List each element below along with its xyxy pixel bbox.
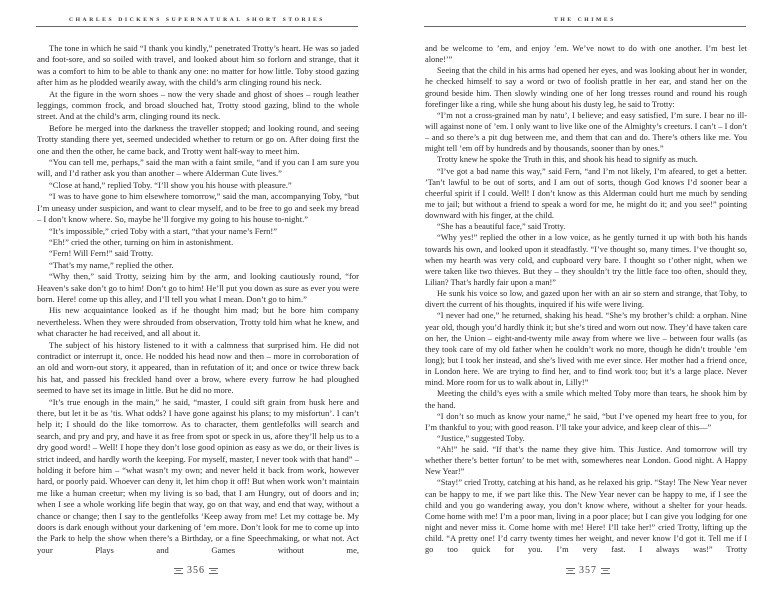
body-text-left xyxy=(37,43,359,556)
paragraph: “I’ve got a bad name this way,” said Fern, “and I’m not likely, I’m afeared, to get a better. ’Tan’t lawful to be out of sorts, and I am out of sorts, though God knows I’d sooner bear a cheerful spirit if I could. Well! I don’t know as this Alderman could hurt me much by sending me to jail; but without a friend to speak a word for me, he might do it; and you see!” pointing downward with his finger, at the child. xyxy=(425,166,747,221)
paragraph: “It’s true enough in the main,” he said, “master, I could sift grain from husk here and there, but let it be as ’tis. What odds? I have gone against his plans; to my misfortun’. I can’t help it; I should do the like tomorrow. As to character, them gentlefolks will search and search, and pry and pry, and have it as free from spot or speck in us, afore they’ll help us to a dry good word! – Well! I hope they don’t lose good opinion as easy as we do, or their lives is strict indeed, and hardly worth the keeping. For myself, master, I never took with that hand” – holding it before him – “what wasn’t my own; and never held it back from work, however hard, or poorly paid. Whoever can deny it, let him chop it off! But when work won’t maintain me like a human creetur; when my living is so bad, that I am Hungry, out of doors and in; when I see a whole working life begin that way, go on that way, and end that way, without a chance or change; then I say to the gentlefolks ‘Keep away from me! Let my cottage be. My doors is dark enough without your darkening of ’em more. Don’t look for me to come up into the Park to help the show when there’s a Birthday, or a fine Speechmaking, or what not. Act your Plays and Games without me, xyxy=(37,396,359,555)
page-number-left xyxy=(0,565,392,576)
paragraph: His new acquaintance looked as if he thought him mad; but he bore him company nevertheless. When they were shrouded from observation, Trotty told him what he knew, and what character he had received, and all about it. xyxy=(37,305,359,339)
paragraph: The tone in which he said “I thank you kindly,” penetrated Trotty’s heart. He was so jaded and foot-sore, and so soiled with travel, and looked about him so forlorn and strange, that it was a comfort to him to be able to thank any one: no matter for how little. Toby stood gazing after him as he plodded wearily away, with the child’s arm clinging round his neck. xyxy=(37,43,359,88)
paragraph: “Ah!” he said. “If that’s the name they give him. This Justice. And tomorrow will try whether there’s better fortun’ to be met with, somewheres near London. Good night. A Happy New Year!” xyxy=(425,445,747,477)
body-text-right xyxy=(425,43,747,555)
paragraph: “Eh!” cried the other, turning on him in astonishment. xyxy=(49,236,234,247)
paragraph: “I was to have gone to him elsewhere tomorrow,” said the man, accompanying Toby, “but I’m uneasy under suspicion, and want to clear myself, and to be free to go and seek my bread – I don’t know where. So, maybe he’ll forgive my going to his house to-night.” xyxy=(37,191,359,225)
header-rule-left xyxy=(36,26,358,27)
running-head-left: CHARLES DICKENS SUPERNATURAL SHORT STORIES xyxy=(68,17,326,23)
paragraph: The subject of his history listened to it with a calmness that surprised him. He did not contradict or interrupt it, once. He nodded his head now and then – more in corroboration of an old and worn-out story, it appeared, than in refutation of it; and once or twice threw back his hat, and passed his freckled hand over a brow, where every furrow he had ploughed seemed to have set its image in little. But he did no more. xyxy=(37,339,359,396)
ornament-icon xyxy=(566,568,575,574)
paragraph: and be welcome to ’em, and enjoy ’em. We’ve nowt to do with one another. I’m best let alone!’” xyxy=(425,44,747,65)
page-number: 356 xyxy=(187,565,205,576)
paragraph: Meeting the child’s eyes with a smile which melted Toby more than tears, he shook him by the hand. xyxy=(425,389,747,410)
ornament-icon xyxy=(601,568,610,574)
paragraph: “Close at hand,” replied Toby. “I’ll show you his house with pleasure.” xyxy=(49,179,292,190)
page-number-right xyxy=(392,565,784,576)
paragraph: “I don’t so much as know your name,” he said, “but I’ve opened my heart free to you, for I’m thankful to you; with good reason. I’ll take your advice, and keep clear of this—” xyxy=(425,411,747,432)
paragraph: Seeing that the child in his arms had opened her eyes, and was looking about her in wonder, he checked himself to say a word or two of foolish prattle in her ear, and stand her on the ground beside him. Then slowly winding one of her long tresses round and round his rough forefinger like a ring, while she hung about his dusty leg, he said to Trotty: xyxy=(425,66,747,109)
right-page xyxy=(392,0,784,600)
paragraph: “It’s impossible,” cried Toby with a start, “that your name’s Fern!” xyxy=(49,225,278,236)
paragraph: Trotty knew he spoke the Truth in this, and shook his head to signify as much. xyxy=(437,155,698,165)
paragraph: “Justice,” suggested Toby. xyxy=(437,433,525,443)
paragraph: “I’m not a cross-grained man by natu’, I believe; and easy satisfied, I’m sure. I bear no ill-will against none of ’em. I only want to live like one of the Almighty’s creeturs. I can’t – I don’t – and so there’s a pit dug between me, and them that can and do. There’s others like me. You might tell ’em off by hundreds and by thousands, sooner than by ones.” xyxy=(425,110,747,154)
paragraph: “Why yes!” replied the other in a low voice, as he gently turned it up with both his hands towards his own, and looked upon it steadfastly. “I’ve thought so, many times. I’ve thought so, when my hearth was very cold, and cupboard very bare. I thought so t’other night, when we were taken like two thieves. But they – they shouldn’t try the little face too often, should they, Lilian? That’s hardly fair upon a man!” xyxy=(425,233,747,287)
running-head-right: THE CHIMES xyxy=(554,17,616,23)
paragraph: “She has a beautiful face,” said Trotty. xyxy=(437,222,566,232)
page-number: 357 xyxy=(579,565,597,576)
header-rule-right xyxy=(424,26,746,27)
paragraph: Before he merged into the darkness the traveller stopped; and looking round, and seeing Trotty standing there yet, seemed undecided whether to return or go on. After doing first the one and then the other, he came back, and Trotty went half-way to meet him. xyxy=(37,122,359,156)
paragraph: “Fern! Will Fern!” said Trotty. xyxy=(49,248,154,259)
paragraph: “Stay!” cried Trotty, catching at his hand, as he relaxed his grip. “Stay! The New Year never can be happy to me, if we part like this. The New Year never can be happy to me, if I see the child and you go wandering away, you don’t know where, without a shelter for your heads. Come home with me! I’m a poor man, living in a poor place; but I can give you lodging for one night and never miss it. Come home with me! Here! I’ll take her!” cried Trotty, lifting up the child. “A pretty one! I’d carry twenty times her weight, and never know I’d got it. Tell me if I go too quick for you. I’m very fast. I always was!” Trotty xyxy=(425,478,747,555)
paragraph: “I never had one,” he returned, shaking his head. “She’s my brother’s child: a orphan. Nine year old, though you’d hardly think it; but she’s tired and worn out now. They’d have taken care on her, the Union – eight-and-twenty mile away from where we live – between four walls (as they took care of my old father when he couldn’t work no more, though he didn’t trouble ’em long); but I took her instead, and she’s lived with me ever since. Her mother had a friend once, in London here. We are trying to find her, and to find work too; but it’s a large place. Never mind. More room for us to walk about in, Lilly!” xyxy=(425,311,747,388)
ornament-icon xyxy=(209,568,218,574)
paragraph: At the figure in the worn shoes – now the very shade and ghost of shoes – rough leather leggings, common frock, and broad slouched hat, Trotty stood gazing, blind to the whole street. And at the child’s arm, clinging round its neck. xyxy=(37,88,359,122)
paragraph: He sunk his voice so low, and gazed upon her with an air so stern and strange, that Toby, to divert the current of his thoughts, inquired if his wife were living. xyxy=(425,289,747,310)
paragraph: “You can tell me, perhaps,” said the man with a faint smile, “and if you can I am sure you will, and I’d rather ask you than another – where Alderman Cute lives.” xyxy=(37,157,359,179)
paragraph: “That’s my name,” replied the other. xyxy=(49,259,174,270)
ornament-icon xyxy=(174,568,183,574)
paragraph: “Why then,” said Trotty, seizing him by the arm, and looking cautiously round, “for Heaven’s sake don’t go to him! Don’t go to him! He’ll put you down as sure as ever you were born. Here! come up this alley, and I’ll tell you what I mean. Don’t go to him.” xyxy=(37,271,359,304)
